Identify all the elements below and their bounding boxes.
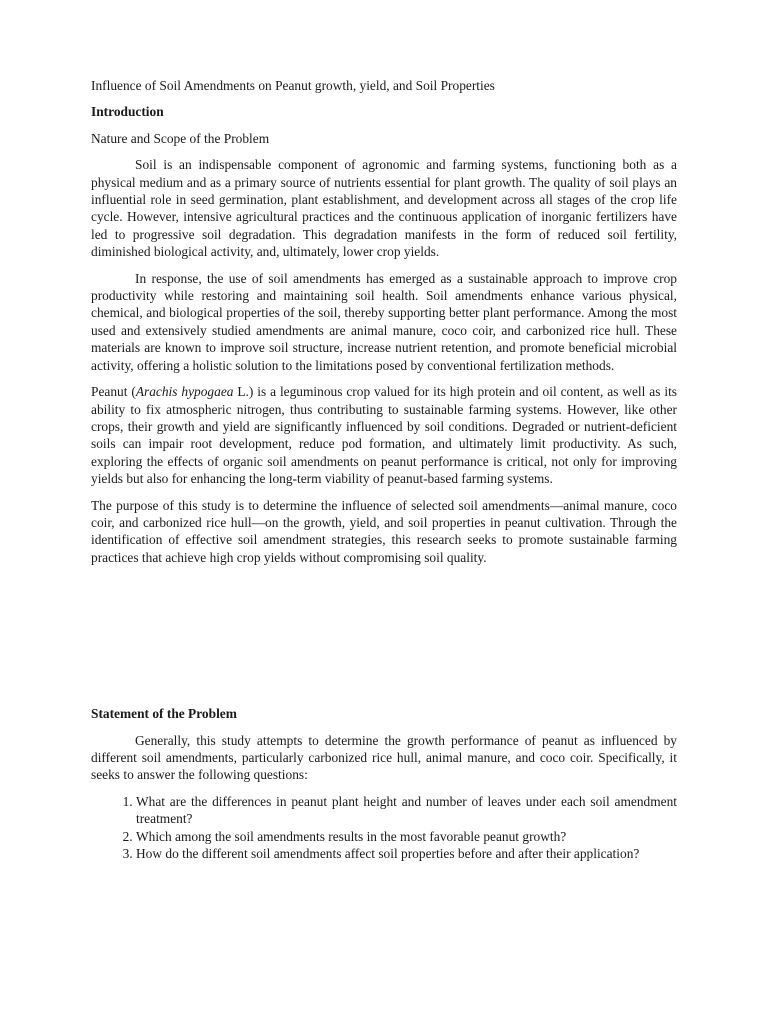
species-name: Arachis hypogaea <box>135 384 234 400</box>
statement-paragraph: Generally, this study attempts to determine the growth performance of peanut as influenced by different soil amendments, particularly carbonized rice hull, animal manure, and coco coir. Specifically, it seeks to answer the following questions: <box>91 732 677 783</box>
document-page <box>91 77 677 862</box>
scope-subheading: Nature and Scope of the Problem <box>91 130 270 146</box>
paragraph-amendments: In response, the use of soil amendments has emerged as a sustainable approach to improve crop productivity while restoring and maintaining soil health. Soil amendments enhance various physical, chemical, and biological properties of the soil, thereby supporting better plant performance. Among the most used and extensively studied amendments are animal manure, coco coir, and carbonized rice hull. These materials are known to improve soil structure, increase nutrient retention, and promote beneficial microbial activity, offering a holistic solution to the limitations posed by conventional fertilization methods. <box>91 270 677 373</box>
paragraph-peanut <box>91 383 677 487</box>
list-item: 1. What are the differences in peanut plant height and number of leaves under each soil amendment treatment? <box>136 793 677 828</box>
peanut-text-rest: L.) is a leguminous crop valued for its high protein and oil content, as well as its ability to fix atmospheric nitrogen, thus contributing to sustainable farming systems. However, like other crops, their growth and yield are significantly influenced by soil conditions. Degraded or nutrient-deficient soils can impair root development, reduce pod formation, and ultimately limit productivity. As such, exploring the effects of organic soil amendments on peanut performance is critical, not only for improving yields but also for enhancing the long-term viability of peanut-based farming systems. <box>91 384 677 487</box>
list-item: 3. How do the different soil amendments affect soil properties before and after their application? <box>136 845 677 862</box>
document-title: Influence of Soil Amendments on Peanut growth, yield, and Soil Properties <box>91 78 495 93</box>
questions-list <box>91 793 677 863</box>
paragraph-soil: Soil is an indispensable component of agronomic and farming systems, functioning both as a physical medium and as a primary source of nutrients essential for plant growth. The quality of soil plays an influential role in seed germination, plant establishment, and development across all stages of the crop life cycle. However, intensive agricultural practices and the continuous application of inorganic fertilizers have led to progressive soil degradation. This degradation manifests in the form of reduced soil fertility, diminished biological activity, and, ultimately, lower crop yields. <box>91 157 677 260</box>
page-gap <box>91 575 677 705</box>
list-item: 2. Which among the soil amendments results in the most favorable peanut growth? <box>136 828 677 845</box>
peanut-text-start: Peanut ( <box>91 384 136 400</box>
introduction-heading: Introduction <box>91 104 164 120</box>
statement-heading: Statement of the Problem <box>91 706 237 722</box>
paragraph-purpose: The purpose of this study is to determine the influence of selected soil amendments—animal manure, coco coir, and carbonized rice hull—on the growth, yield, and soil properties in peanut cultivation. Through the identification of effective soil amendment strategies, this research seeks to promote sustainable farming practices that achieve high crop yields without compromising soil quality. <box>91 497 677 565</box>
